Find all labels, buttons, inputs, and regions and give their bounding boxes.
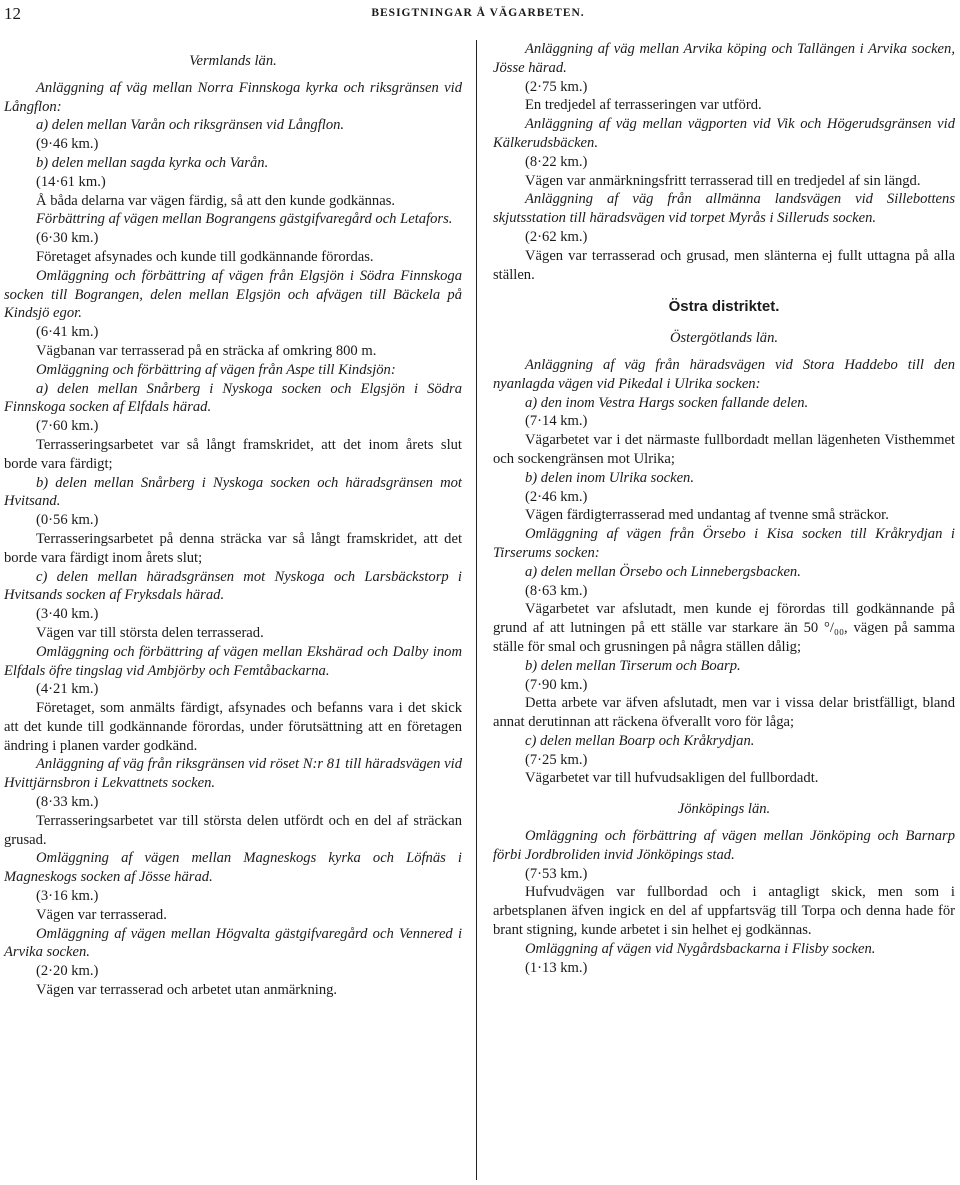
paragraph: b) delen inom Ulrika socken. bbox=[525, 469, 694, 486]
paragraph: c) delen mellan häradsgränsen mot Nyskoga och Larsbäckstorp i Hvitsands socken af Fryksdals härad. bbox=[4, 568, 462, 604]
paragraph: (14·61 km.) bbox=[36, 173, 106, 190]
paragraph: (4·21 km.) bbox=[36, 681, 99, 698]
paragraph: (8·33 km.) bbox=[36, 794, 99, 811]
paragraph: Omläggning och förbättring af vägen från Aspe till Kindsjön: bbox=[36, 361, 396, 378]
paragraph: Jönköpings län. bbox=[677, 801, 771, 818]
paragraph: (2·62 km.) bbox=[525, 228, 588, 245]
paragraph: Terrasseringsarbetet var till största delen utfördt och en del af sträckan grusad. bbox=[4, 812, 462, 848]
paragraph: Vägen var terrasserad och arbetet utan anmärkning. bbox=[36, 982, 338, 999]
paragraph: Omläggning af vägen mellan Magneskogs kyrka och Löfnäs i Magneskogs socken af Jösse härad. bbox=[4, 850, 462, 886]
running-title: BESIGTNINGAR Å VÄGARBETEN. bbox=[371, 7, 585, 19]
paragraph: (0·56 km.) bbox=[36, 512, 99, 529]
paragraph: (6·30 km.) bbox=[36, 230, 99, 247]
paragraph: Anläggning af väg mellan vägporten vid Vik och Högerudsgränsen vid Kälkerudsbäcken. bbox=[493, 116, 955, 151]
paragraph: (7·90 km.) bbox=[525, 676, 588, 693]
paragraph: Omläggning af vägen från Örsebo i Kisa socken till Kråkrydjan i Tirserums socken: bbox=[493, 526, 955, 561]
paragraph: a) delen mellan Snårberg i Nyskoga socken och Elgsjön i Södra Finnskoga socken af Elfdals härad. bbox=[4, 380, 462, 416]
paragraph: Terrasseringsarbetet var så långt framskridet, att det inom årets slut borde vara färdigt; bbox=[4, 436, 462, 472]
paragraph: Vägen var till största delen terrasserad. bbox=[36, 624, 264, 641]
paragraph: Omläggning och förbättring af vägen från Elgsjön i Södra Finnskoga socken till Bograngen, delen mellan Elgsjön och afvägen till Bäckela på Kindsjö egor. bbox=[4, 267, 462, 322]
paragraph: (6·41 km.) bbox=[36, 324, 99, 341]
paragraph: Vägarbetet var i det närmaste fullbordadt mellan lägenheten Visthemmet och sockengränsen mot Ulrika; bbox=[493, 432, 955, 467]
paragraph: (7·14 km.) bbox=[525, 413, 588, 430]
paragraph: Terrasseringsarbetet på denna sträcka var så långt framskridet, att det borde vara färdigt inom årets slut; bbox=[4, 530, 462, 566]
paragraph: Vägen var terrasserad. bbox=[36, 906, 167, 923]
paragraph: Å båda delarna var vägen färdig, så att den kunde godkännas. bbox=[36, 192, 396, 209]
paragraph: En tredjedel af terrasseringen var utförd. bbox=[525, 97, 762, 114]
paragraph: Vägbanan var terrasserad på en sträcka af omkring 800 m. bbox=[36, 342, 377, 359]
paragraph: (7·25 km.) bbox=[525, 751, 588, 768]
paragraph: (8·22 km.) bbox=[525, 153, 588, 170]
paragraph: Anläggning af väg från häradsvägen vid Stora Haddebo till den nyanlagda vägen vid Pikedal i Ulrika socken: bbox=[493, 356, 955, 392]
column-divider bbox=[476, 40, 477, 1180]
paragraph: (8·63 km.) bbox=[525, 582, 588, 599]
paragraph: (2·46 km.) bbox=[525, 488, 588, 505]
paragraph: Vägen var terrasserad och grusad, men slänterna ej fullt uttagna på alla ställen. bbox=[493, 247, 955, 283]
paragraph: b) delen mellan Tirserum och Boarp. bbox=[525, 657, 741, 674]
paragraph: a) delen mellan Varån och riksgränsen vid Långflon. bbox=[36, 117, 345, 134]
paragraph: Omläggning och förbättring af vägen mellan Jönköping och Barnarp förbi Jordbroliden invid Jönköpings stad. bbox=[493, 828, 955, 863]
paragraph: a) den inom Vestra Hargs socken fallande delen. bbox=[525, 394, 809, 411]
paragraph: c) delen mellan Boarp och Kråkrydjan. bbox=[525, 732, 755, 749]
paragraph: Hufvudvägen var fullbordad och i antagligt skick, men som i arbetsplanen äfven ingick en del af uppfartsväg till Torpa och denna hade för brant stigning, kunde arbetet i sin helhet ej godkännas. bbox=[493, 884, 955, 939]
paragraph: (3·16 km.) bbox=[36, 888, 99, 905]
paragraph: a) delen mellan Örsebo och Linnebergsbacken. bbox=[525, 563, 801, 580]
paragraph: (7·53 km.) bbox=[525, 865, 588, 882]
paragraph: Detta arbete var äfven afslutadt, men var i vissa delar bristfälligt, bland annat derutinnan att räckena öfverallt voro för låga; bbox=[493, 695, 955, 731]
paragraph: Anläggning af väg från allmänna landsvägen vid Sillebottens skjutsstation till häradsvägen vid torpet Myrås i Silleruds socken. bbox=[493, 191, 955, 227]
paragraph: (9·46 km.) bbox=[36, 136, 99, 153]
left-column bbox=[4, 40, 462, 1000]
paragraph: (1·13 km.) bbox=[525, 959, 588, 976]
paragraph: Vägarbetet var afslutadt, men kunde ej förordas till godkännande på grund af att lutningen på ett ställe var starkare än 50 °/₀₀, vägen på samma ställe för smal och grusningen på några ställen dålig; bbox=[493, 601, 955, 655]
paragraph: Företaget, som anmälts färdigt, afsynades och befanns vara i det skick att det kunde till godkännande förordas, under förutsättning att en företagen ändring i planen varder godkänd. bbox=[4, 700, 462, 754]
paragraph: Vägarbetet var till hufvudsakligen del fullbordadt. bbox=[525, 770, 819, 787]
paragraph: Omläggning och förbättring af vägen mellan Ekshärad och Dalby inom Elfdals öfre tingslag vid Ambjörby och Femtåbackarna. bbox=[4, 643, 462, 679]
paragraph: Östra distriktet. bbox=[668, 298, 780, 316]
paragraph: Omläggning af vägen vid Nygårdsbackarna i Flisby socken. bbox=[525, 940, 876, 957]
page-number: 12 bbox=[4, 4, 21, 23]
right-column bbox=[493, 40, 955, 977]
paragraph: Östergötlands län. bbox=[669, 330, 779, 347]
paragraph: (2·20 km.) bbox=[36, 963, 99, 980]
paragraph: Anläggning af väg från riksgränsen vid röset N:r 81 till häradsvägen vid Hvittjärnsbron i Lekvattnets socken. bbox=[4, 756, 462, 792]
paragraph: Omläggning af vägen mellan Högvalta gästgifvaregård och Vennered i Arvika socken. bbox=[4, 925, 462, 961]
paragraph: Företaget afsynades och kunde till godkännande förordas. bbox=[36, 248, 374, 265]
paragraph: (3·40 km.) bbox=[36, 606, 99, 623]
paragraph: Vermlands län. bbox=[189, 53, 277, 69]
paragraph: Anläggning af väg mellan Norra Finnskoga kyrka och riksgränsen vid Långflon: bbox=[4, 79, 462, 115]
paragraph: Vägen var anmärkningsfritt terrasserad till en tredjedel af sin längd. bbox=[525, 172, 921, 189]
paragraph: b) delen mellan Snårberg i Nyskoga socken och häradsgränsen mot Hvitsand. bbox=[4, 474, 462, 510]
paragraph: (7·60 km.) bbox=[36, 418, 99, 435]
paragraph: Anläggning af väg mellan Arvika köping och Tallängen i Arvika socken, Jösse härad. bbox=[493, 41, 955, 76]
paragraph: Vägen färdigterrasserad med undantag af tvenne små sträckor. bbox=[525, 507, 889, 524]
paragraph: b) delen mellan sagda kyrka och Varån. bbox=[36, 154, 269, 171]
page-header bbox=[4, 4, 952, 24]
paragraph: Förbättring af vägen mellan Bograngens gästgifvaregård och Letafors. bbox=[36, 211, 453, 228]
paragraph: (2·75 km.) bbox=[525, 78, 588, 95]
